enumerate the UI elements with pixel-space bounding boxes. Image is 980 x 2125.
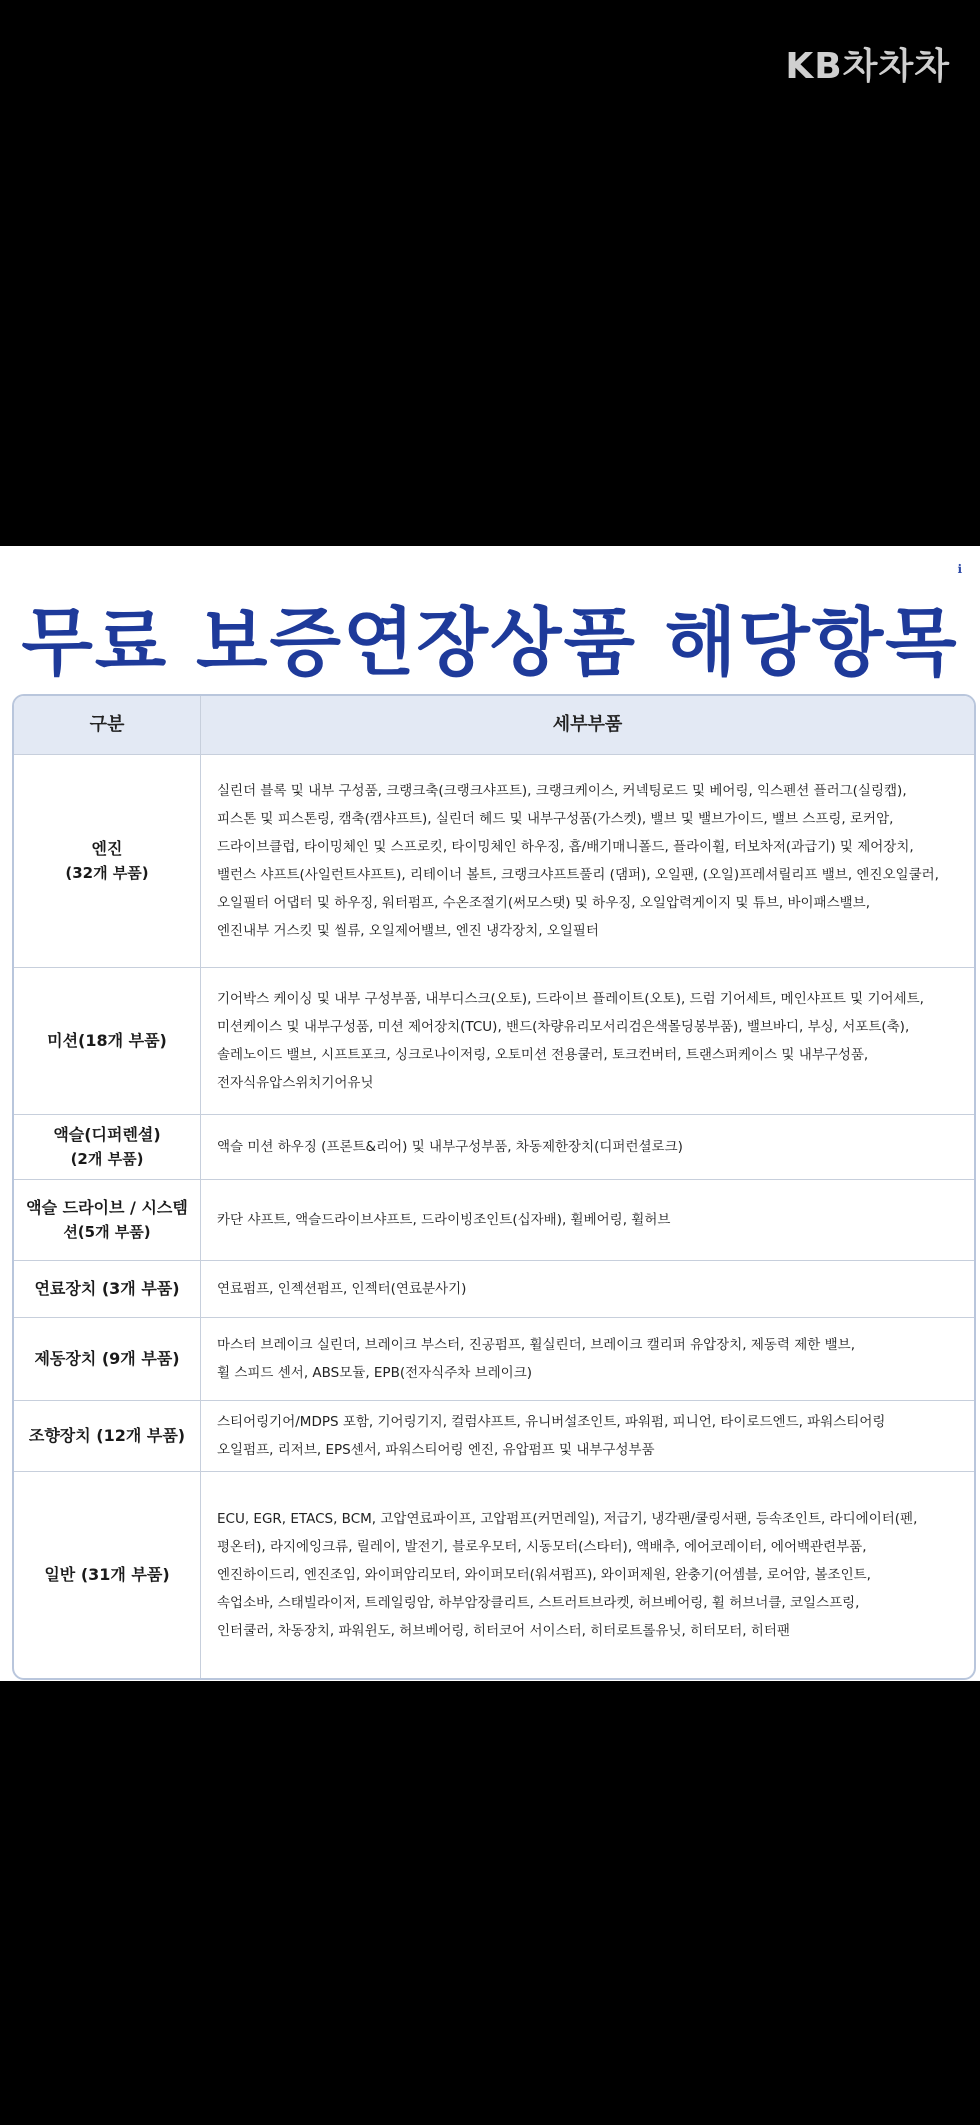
row-details — [201, 1115, 974, 1179]
kbchachacha-watermark: KB차차차 — [785, 46, 950, 87]
row-category-label: 일반 (31개 부품) — [44, 1565, 170, 1584]
detail-line: 엔진하이드리, 엔진조임, 와이퍼암리모터, 와이퍼모터(워셔펌프), 와이퍼제원, 완충기(어셈블, 로어암, 볼조인트, — [217, 1567, 871, 1583]
row-details — [201, 1180, 974, 1260]
row-category-label: 미션(18개 부품) — [47, 1031, 167, 1050]
table-row — [14, 967, 974, 1114]
warranty-panel — [0, 546, 980, 1681]
detail-line: 솔레노이드 밸브, 시프트포크, 싱크로나이저링, 오토미션 전용쿨러, 토크컨버터, 트랜스퍼케이스 및 내부구성품, — [217, 1047, 869, 1063]
row-details — [201, 1261, 974, 1317]
table-row — [14, 1400, 974, 1471]
row-category-label: 액슬 드라이브 / 시스템 — [26, 1198, 188, 1217]
row-category — [14, 1261, 201, 1317]
detail-line: 오일필터 어댑터 및 하우징, 워터펌프, 수온조절기(써모스탯) 및 하우징, 오일압력게이지 및 튜브, 바이패스밸브, — [217, 895, 870, 911]
row-category-label: 액슬(디퍼렌셜) — [53, 1125, 161, 1144]
row-category-label: 조향장치 (12개 부품) — [28, 1426, 186, 1445]
header-details: 세부부품 — [552, 714, 623, 735]
row-details — [201, 1318, 974, 1400]
row-category — [14, 1401, 201, 1471]
detail-line: 미션케이스 및 내부구성품, 미션 제어장치(TCU), 밴드(차량유리모서리검은색몰딩봉부품), 밸브바디, 부싱, 서포트(축), — [217, 1019, 910, 1035]
row-category-label: 연료장치 (3개 부품) — [34, 1279, 180, 1298]
table-row — [14, 1317, 974, 1400]
table-row — [14, 1114, 974, 1179]
parts-table — [12, 694, 976, 1680]
row-details — [201, 755, 974, 967]
detail-line: 액슬 미션 하우징 (프론트&리어) 및 내부구성부품, 차동제한장치(디퍼런셜로크) — [217, 1139, 683, 1155]
detail-line: 마스터 브레이크 실린더, 브레이크 부스터, 진공펌프, 휠실린더, 브레이크 캘리퍼 유압장치, 제동력 제한 밸브, — [217, 1337, 856, 1353]
detail-line: 카단 샤프트, 액슬드라이브샤프트, 드라이빙조인트(십자배), 휠베어링, 휠허브 — [217, 1212, 671, 1228]
detail-line: 피스톤 및 피스톤링, 캠축(캠샤프트), 실린더 헤드 및 내부구성품(가스켓), 밸브 및 밸브가이드, 밸브 스프링, 로커암, — [217, 811, 894, 827]
detail-line: 속업소바, 스태빌라이저, 트레일링암, 하부암장클리트, 스트러트브라켓, 허브베어링, 휠 허브너클, 코일스프링, — [217, 1595, 860, 1611]
table-row — [14, 1260, 974, 1317]
row-category — [14, 1472, 201, 1678]
row-details — [201, 968, 974, 1114]
row-details — [201, 1472, 974, 1678]
detail-line: 인터쿨러, 차동장치, 파워윈도, 허브베어링, 히터코어 서이스터, 히터로트롤유닛, 히터모터, 히터팬 — [217, 1623, 790, 1639]
detail-line: 엔진내부 거스킷 및 씰류, 오일제어밸브, 엔진 냉각장치, 오일필터 — [217, 923, 599, 939]
table-row — [14, 754, 974, 967]
row-category-count: (2개 부품) — [70, 1150, 144, 1168]
row-details — [201, 1401, 974, 1471]
detail-line: 드라이브클럽, 타이밍체인 및 스프로킷, 타이밍체인 하우징, 흡/배기매니폴드, 플라이휠, 터보차저(과급기) 및 제어장치, — [217, 839, 914, 855]
row-category-label: 엔진 — [91, 839, 123, 858]
row-category — [14, 1180, 201, 1260]
row-category — [14, 1318, 201, 1400]
detail-line: 스티어링기어/MDPS 포함, 기어링기지, 컬럼샤프트, 유니버설조인트, 파워펌, 피니언, 타이로드엔드, 파워스티어링 — [217, 1414, 886, 1430]
row-category-count: 션(5개 부품) — [63, 1223, 151, 1241]
row-category — [14, 1115, 201, 1179]
page-title: 무료 보증연장상품 해당항목 — [21, 600, 959, 686]
table-header-row — [14, 696, 974, 754]
table-row — [14, 1471, 974, 1678]
detail-line: 오일펌프, 리저브, EPS센서, 파워스티어링 엔진, 유압펌프 및 내부구성부품 — [217, 1442, 655, 1458]
detail-line: 실린더 블록 및 내부 구성품, 크랭크축(크랭크샤프트), 크랭크케이스, 커넥팅로드 및 베어링, 익스펜션 플러그(실링캡), — [217, 783, 907, 799]
detail-line: 기어박스 케이싱 및 내부 구성부품, 내부디스크(오토), 드라이브 플레이트(오토), 드럼 기어세트, 메인샤프트 및 기어세트, — [217, 991, 924, 1007]
row-category — [14, 968, 201, 1114]
row-category — [14, 755, 201, 967]
row-category-count: (32개 부품) — [65, 864, 149, 882]
detail-line: ECU, EGR, ETACS, BCM, 고압연료파이프, 고압펌프(커먼레일), 저급기, 냉각팬/쿨링서팬, 등속조인트, 라디에이터(펜, — [217, 1511, 918, 1527]
header-category: 구분 — [14, 696, 201, 754]
detail-line: 밸런스 샤프트(사일런트샤프트), 리테이너 볼트, 크랭크샤프트풀리 (댐퍼), 오일팬, (오일)프레셔릴리프 밸브, 엔진오일쿨러, — [217, 867, 939, 883]
detail-line: 평온터), 라지에잉크류, 릴레이, 발전기, 블로우모터, 시동모터(스타터), 액배추, 에어코레이터, 에어백관련부품, — [217, 1539, 867, 1555]
table-row — [14, 1179, 974, 1260]
detail-line: 전자식유압스위치기어유닛 — [217, 1075, 374, 1091]
detail-line: 연료펌프, 인젝션펌프, 인젝터(연료분사기) — [217, 1281, 467, 1297]
detail-line: 휠 스피드 센서, ABS모듈, EPB(전자식주차 브레이크) — [217, 1365, 533, 1381]
row-category-label: 제동장치 (9개 부품) — [34, 1349, 180, 1368]
info-icon: ℹ — [957, 562, 962, 576]
